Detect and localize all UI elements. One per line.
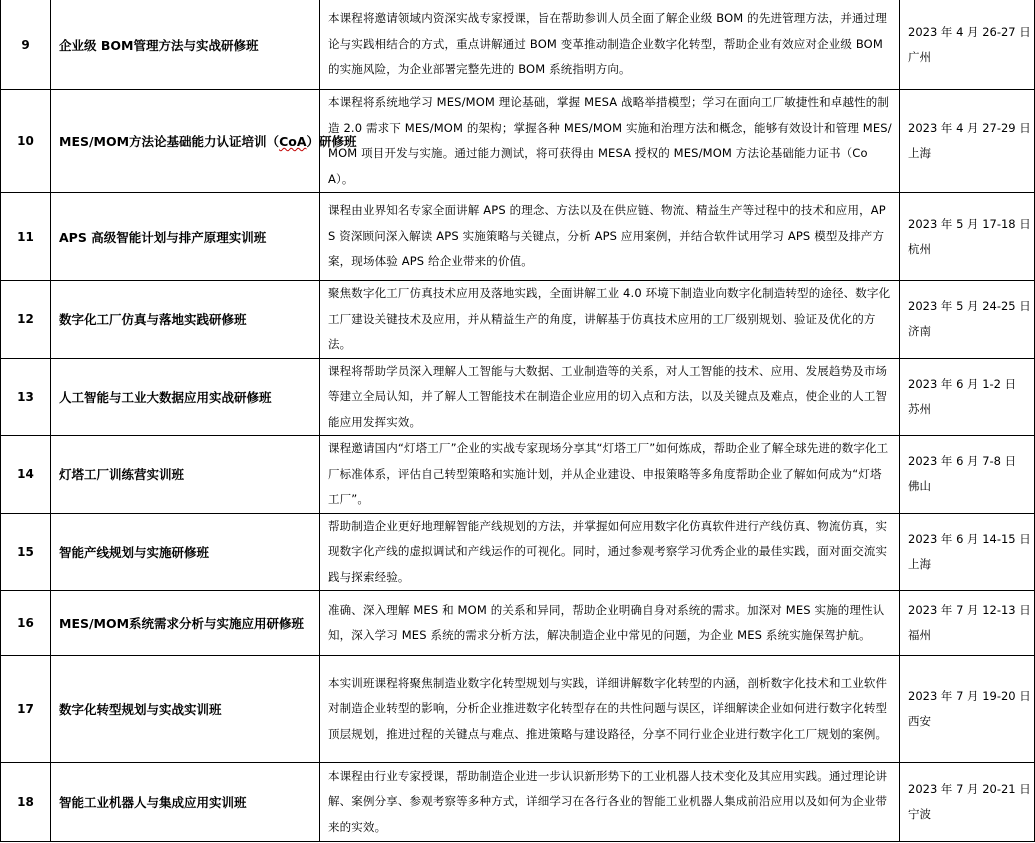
course-date: 2023 年 4 月 26-27 日 bbox=[908, 24, 1031, 39]
course-time-location bbox=[900, 358, 1035, 436]
course-number: 10 bbox=[1, 90, 51, 193]
course-name: 灯塔工厂训练营实训班 bbox=[51, 436, 320, 514]
course-city: 西安 bbox=[908, 714, 931, 728]
course-city: 上海 bbox=[908, 146, 931, 160]
course-time-location bbox=[900, 763, 1035, 842]
spellcheck-marked-text: CoA bbox=[279, 134, 307, 149]
table-row bbox=[1, 281, 1035, 359]
course-number: 16 bbox=[1, 591, 51, 656]
course-name-part: ）研修班 bbox=[306, 134, 357, 149]
table-row bbox=[1, 193, 1035, 281]
course-date: 2023 年 6 月 14-15 日 bbox=[908, 531, 1031, 546]
course-name: 智能工业机器人与集成应用实训班 bbox=[51, 763, 320, 842]
course-date: 2023 年 7 月 19-20 日 bbox=[908, 689, 1031, 703]
course-name: APS 高级智能计划与排产原理实训班 bbox=[51, 193, 320, 281]
course-time-location bbox=[900, 193, 1035, 281]
course-description: 聚焦数字化工厂仿真技术应用及落地实践，全面讲解工业 4.0 环境下制造业向数字化制造转型的途径、数字化工厂建设关键技术及应用，并从精益生产的角度，讲解基于仿真技术应用的工厂级别规划、验证及优化的方法。 bbox=[320, 281, 900, 359]
course-description: 课程将帮助学员深入理解人工智能与大数据、工业制造等的关系，对人工智能的技术、应用、发展趋势及市场等建立全局认知，并了解人工智能技术在制造企业应用的切入点和方法，以及关键点及难点，使企业的人工智能应用发挥实效。 bbox=[320, 358, 900, 436]
course-city: 福州 bbox=[908, 628, 931, 642]
course-number: 13 bbox=[1, 358, 51, 436]
table-row bbox=[1, 436, 1035, 514]
course-description: 本课程将系统地学习 MES/MOM 理论基础，掌握 MESA 战略举措模型；学习在面向工厂敏捷性和卓越性的制造 2.0 需求下 MES/MOM 的架构；掌握各种 MES/MOM 实施和治理方法和概念，能够有效设计和管理 MES/MOM 项目开发与实施。通过能力测试，将可获得由 MESA 授权的 MES/MOM 方法论基础能力证书（CoA）。 bbox=[320, 90, 900, 193]
course-date: 2023 年 5 月 24-25 日 bbox=[908, 299, 1031, 314]
course-city: 苏州 bbox=[908, 401, 931, 416]
course-time-location bbox=[900, 656, 1035, 763]
course-description: 本实训班课程将聚焦制造业数字化转型规划与实践，详细讲解数字化转型的内涵，剖析数字化技术和工业软件对制造企业转型的影响，分析企业推进数字化转型存在的共性问题与误区，详细解读企业如何进行数字化转型顶层规划，推进过程的关键点与难点、推进策略与建设路径，分享不同行业企业进行数字化工厂规划的案例。 bbox=[320, 656, 900, 763]
course-number: 17 bbox=[1, 656, 51, 763]
course-city: 杭州 bbox=[908, 241, 931, 256]
course-time-location bbox=[900, 281, 1035, 359]
course-name: 智能产线规划与实施研修班 bbox=[51, 513, 320, 591]
table-row bbox=[1, 656, 1035, 763]
course-city: 宁波 bbox=[908, 807, 931, 821]
course-city: 广州 bbox=[908, 49, 931, 64]
course-description: 准确、深入理解 MES 和 MOM 的关系和异同，帮助企业明确自身对系统的需求。加深对 MES 实施的理性认知，深入学习 MES 系统的需求分析方法，解决制造企业中常见的问题，为企业 MES 系统实施保驾护航。 bbox=[320, 591, 900, 656]
course-name: 企业级 BOM管理方法与实战研修班 bbox=[51, 0, 320, 90]
course-name: MES/MOM系统需求分析与实施应用研修班 bbox=[51, 591, 320, 656]
course-time-location bbox=[900, 0, 1035, 90]
table-row bbox=[1, 358, 1035, 436]
course-number: 9 bbox=[1, 0, 51, 90]
course-city: 佛山 bbox=[908, 479, 931, 494]
course-description: 课程由业界知名专家全面讲解 APS 的理念、方法以及在供应链、物流、精益生产等过程中的技术和应用，APS 资深顾问深入解读 APS 实施策略与关键点，分析 APS 应用案例，并结合软件试用学习 APS 模型及排产方案，现场体验 APS 给企业带来的价值。 bbox=[320, 193, 900, 281]
course-date: 2023 年 4 月 27-29 日 bbox=[908, 121, 1031, 135]
course-description: 本课程由行业专家授课，帮助制造企业进一步认识新形势下的工业机器人技术变化及其应用实践。通过理论讲解、案例分享、参观考察等多种方式，详细学习在各行各业的智能工业机器人集成前沿应用以及如何为企业带来的实效。 bbox=[320, 763, 900, 842]
course-number: 14 bbox=[1, 436, 51, 514]
course-name bbox=[51, 90, 357, 193]
course-time-location bbox=[900, 90, 1035, 193]
table-row bbox=[1, 591, 1035, 656]
course-date: 2023 年 5 月 17-18 日 bbox=[908, 216, 1031, 231]
course-description: 本课程将邀请领域内资深实战专家授课，旨在帮助参训人员全面了解企业级 BOM 的先进管理方法，并通过理论与实践相结合的方式，重点讲解通过 BOM 变革推动制造企业数字化转型，帮助企业有效应对企业级 BOM 的实施风险，为企业部署完整先进的 BOM 系统指明方向。 bbox=[320, 0, 900, 90]
course-time-location bbox=[900, 591, 1035, 656]
table-row bbox=[1, 90, 1035, 193]
course-description: 帮助制造企业更好地理解智能产线规划的方法，并掌握如何应用数字化仿真软件进行产线仿真、物流仿真，实现数字化产线的虚拟调试和产线运作的可视化。同时，通过参观考察学习优秀企业的最佳实践，面对面交流实践与探索经验。 bbox=[320, 513, 900, 591]
course-number: 11 bbox=[1, 193, 51, 281]
course-date: 2023 年 6 月 1-2 日 bbox=[908, 376, 1017, 391]
course-name: 数字化转型规划与实战实训班 bbox=[51, 656, 320, 763]
course-date: 2023 年 6 月 7-8 日 bbox=[908, 454, 1017, 469]
course-city: 济南 bbox=[908, 324, 931, 339]
course-time-location bbox=[900, 436, 1035, 514]
course-number: 15 bbox=[1, 513, 51, 591]
table-row bbox=[1, 513, 1035, 591]
table-row bbox=[1, 0, 1035, 90]
course-name: 数字化工厂仿真与落地实践研修班 bbox=[51, 281, 320, 359]
course-number: 18 bbox=[1, 763, 51, 842]
course-description: 课程邀请国内“灯塔工厂”企业的实战专家现场分享其“灯塔工厂”如何炼成，帮助企业了解全球先进的数字化工厂标准体系，评估自己转型策略和实施计划，并从企业建设、申报策略等多角度帮助企业了解如何成为“灯塔工厂”。 bbox=[320, 436, 900, 514]
course-name: 人工智能与工业大数据应用实战研修班 bbox=[51, 358, 320, 436]
course-name-part: MES/MOM方法论基础能力认证培训（ bbox=[59, 134, 280, 149]
course-number: 12 bbox=[1, 281, 51, 359]
course-time-location bbox=[900, 513, 1035, 591]
course-date: 2023 年 7 月 12-13 日 bbox=[908, 603, 1031, 617]
course-date: 2023 年 7 月 20-21 日 bbox=[908, 782, 1031, 796]
course-city: 上海 bbox=[908, 556, 931, 571]
table-row bbox=[1, 763, 1035, 842]
